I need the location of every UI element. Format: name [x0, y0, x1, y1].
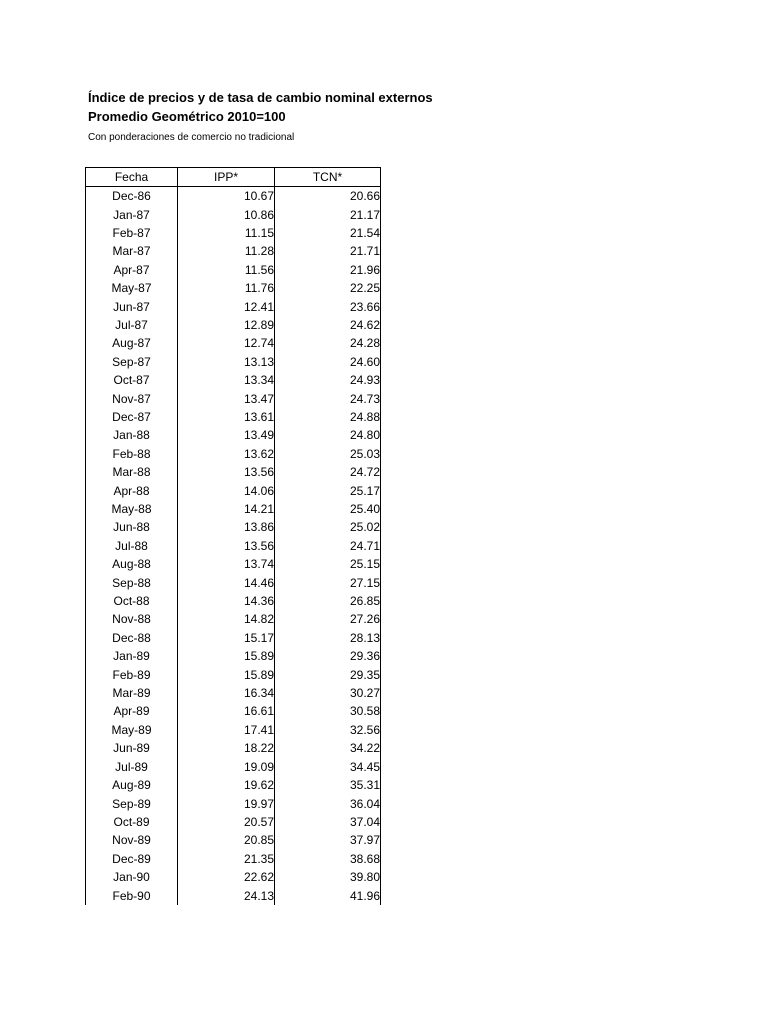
cell-tcn: 24.60 — [275, 353, 381, 371]
table-row — [86, 813, 381, 831]
cell-tcn: 20.66 — [275, 187, 381, 206]
table-row — [86, 390, 381, 408]
table-row — [86, 408, 381, 426]
cell-fecha: Aug-89 — [86, 776, 178, 794]
cell-fecha: Jul-87 — [86, 316, 178, 334]
cell-ipp: 11.28 — [178, 243, 275, 261]
cell-fecha: Jul-89 — [86, 758, 178, 776]
table-row — [86, 261, 381, 279]
cell-tcn: 41.96 — [275, 887, 381, 905]
cell-tcn: 25.02 — [275, 519, 381, 537]
table-row — [86, 206, 381, 224]
cell-ipp: 13.74 — [178, 556, 275, 574]
table-row — [86, 887, 381, 905]
cell-ipp: 20.57 — [178, 813, 275, 831]
cell-tcn: 25.03 — [275, 445, 381, 463]
cell-ipp: 14.06 — [178, 482, 275, 500]
header-fecha: Fecha — [86, 168, 178, 187]
cell-ipp: 13.86 — [178, 519, 275, 537]
cell-fecha: Aug-87 — [86, 335, 178, 353]
cell-tcn: 24.71 — [275, 537, 381, 555]
cell-tcn: 21.71 — [275, 243, 381, 261]
table-row — [86, 371, 381, 389]
cell-tcn: 21.54 — [275, 224, 381, 242]
cell-tcn: 24.73 — [275, 390, 381, 408]
cell-ipp: 13.56 — [178, 537, 275, 555]
document-note: Con ponderaciones de comercio no tradicional — [88, 132, 295, 143]
cell-ipp: 17.41 — [178, 721, 275, 739]
cell-tcn: 37.04 — [275, 813, 381, 831]
cell-fecha: Jan-88 — [86, 427, 178, 445]
cell-fecha: Dec-88 — [86, 629, 178, 647]
cell-ipp: 13.13 — [178, 353, 275, 371]
cell-ipp: 13.62 — [178, 445, 275, 463]
cell-fecha: Sep-89 — [86, 795, 178, 813]
cell-fecha: May-88 — [86, 500, 178, 518]
cell-ipp: 19.62 — [178, 776, 275, 794]
cell-fecha: Dec-87 — [86, 408, 178, 426]
table-row — [86, 353, 381, 371]
cell-ipp: 11.76 — [178, 279, 275, 297]
cell-tcn: 35.31 — [275, 776, 381, 794]
table-row — [86, 243, 381, 261]
cell-ipp: 16.34 — [178, 684, 275, 702]
cell-ipp: 12.89 — [178, 316, 275, 334]
table-row — [86, 832, 381, 850]
table-row — [86, 500, 381, 518]
cell-fecha: Apr-87 — [86, 261, 178, 279]
cell-tcn: 27.15 — [275, 574, 381, 592]
cell-ipp: 10.67 — [178, 187, 275, 206]
table-row — [86, 224, 381, 242]
table-row — [86, 537, 381, 555]
cell-ipp: 14.82 — [178, 611, 275, 629]
cell-ipp: 13.34 — [178, 371, 275, 389]
cell-tcn: 24.80 — [275, 427, 381, 445]
cell-tcn: 37.97 — [275, 832, 381, 850]
cell-fecha: Jul-88 — [86, 537, 178, 555]
cell-tcn: 24.72 — [275, 464, 381, 482]
cell-ipp: 14.36 — [178, 592, 275, 610]
table-row — [86, 611, 381, 629]
cell-tcn: 29.36 — [275, 648, 381, 666]
table-row — [86, 556, 381, 574]
cell-fecha: Mar-87 — [86, 243, 178, 261]
cell-tcn: 25.15 — [275, 556, 381, 574]
cell-tcn: 25.40 — [275, 500, 381, 518]
cell-fecha: Feb-90 — [86, 887, 178, 905]
cell-tcn: 23.66 — [275, 298, 381, 316]
cell-tcn: 21.17 — [275, 206, 381, 224]
cell-ipp: 13.49 — [178, 427, 275, 445]
cell-ipp: 22.62 — [178, 868, 275, 886]
table-row — [86, 868, 381, 886]
cell-fecha: Oct-87 — [86, 371, 178, 389]
cell-fecha: Nov-88 — [86, 611, 178, 629]
table-row — [86, 648, 381, 666]
cell-ipp: 19.97 — [178, 795, 275, 813]
cell-ipp: 14.46 — [178, 574, 275, 592]
table-row — [86, 758, 381, 776]
price-exchange-table — [85, 167, 381, 905]
table-header — [86, 168, 381, 187]
table-row — [86, 464, 381, 482]
cell-fecha: May-89 — [86, 721, 178, 739]
cell-fecha: Jan-90 — [86, 868, 178, 886]
cell-tcn: 28.13 — [275, 629, 381, 647]
table-row — [86, 574, 381, 592]
header-tcn: TCN* — [275, 168, 381, 187]
cell-fecha: Feb-89 — [86, 666, 178, 684]
cell-ipp: 13.61 — [178, 408, 275, 426]
cell-tcn: 30.58 — [275, 703, 381, 721]
cell-tcn: 24.88 — [275, 408, 381, 426]
cell-tcn: 29.35 — [275, 666, 381, 684]
cell-ipp: 19.09 — [178, 758, 275, 776]
cell-fecha: Apr-89 — [86, 703, 178, 721]
cell-ipp: 21.35 — [178, 850, 275, 868]
cell-tcn: 22.25 — [275, 279, 381, 297]
cell-ipp: 24.13 — [178, 887, 275, 905]
cell-ipp: 20.85 — [178, 832, 275, 850]
cell-tcn: 34.45 — [275, 758, 381, 776]
cell-tcn: 24.62 — [275, 316, 381, 334]
table-row — [86, 684, 381, 702]
table-row — [86, 427, 381, 445]
cell-tcn: 21.96 — [275, 261, 381, 279]
cell-ipp: 13.56 — [178, 464, 275, 482]
table-row — [86, 703, 381, 721]
cell-ipp: 14.21 — [178, 500, 275, 518]
cell-fecha: Feb-87 — [86, 224, 178, 242]
cell-fecha: Jun-87 — [86, 298, 178, 316]
cell-tcn: 27.26 — [275, 611, 381, 629]
cell-fecha: Dec-89 — [86, 850, 178, 868]
cell-tcn: 38.68 — [275, 850, 381, 868]
table-row — [86, 592, 381, 610]
cell-ipp: 12.74 — [178, 335, 275, 353]
cell-fecha: Dec-86 — [86, 187, 178, 206]
table-row — [86, 776, 381, 794]
cell-fecha: Jun-89 — [86, 740, 178, 758]
cell-tcn: 26.85 — [275, 592, 381, 610]
cell-ipp: 12.41 — [178, 298, 275, 316]
cell-tcn: 24.28 — [275, 335, 381, 353]
cell-tcn: 36.04 — [275, 795, 381, 813]
document-subtitle-base: Promedio Geométrico 2010=100 — [88, 109, 286, 124]
cell-ipp: 15.89 — [178, 666, 275, 684]
cell-ipp: 10.86 — [178, 206, 275, 224]
cell-fecha: Jun-88 — [86, 519, 178, 537]
cell-ipp: 15.17 — [178, 629, 275, 647]
cell-fecha: May-87 — [86, 279, 178, 297]
header-ipp: IPP* — [178, 168, 275, 187]
table-row — [86, 629, 381, 647]
cell-fecha: Nov-89 — [86, 832, 178, 850]
cell-tcn: 34.22 — [275, 740, 381, 758]
table-row — [86, 335, 381, 353]
cell-fecha: Mar-88 — [86, 464, 178, 482]
cell-tcn: 25.17 — [275, 482, 381, 500]
cell-fecha: Jan-87 — [86, 206, 178, 224]
cell-tcn: 24.93 — [275, 371, 381, 389]
cell-fecha: Mar-89 — [86, 684, 178, 702]
cell-fecha: Nov-87 — [86, 390, 178, 408]
cell-tcn: 39.80 — [275, 868, 381, 886]
table-row — [86, 519, 381, 537]
cell-fecha: Oct-88 — [86, 592, 178, 610]
table-row — [86, 666, 381, 684]
table-row — [86, 187, 381, 206]
table-row — [86, 795, 381, 813]
cell-fecha: Sep-88 — [86, 574, 178, 592]
cell-tcn: 32.56 — [275, 721, 381, 739]
cell-fecha: Aug-88 — [86, 556, 178, 574]
cell-ipp: 13.47 — [178, 390, 275, 408]
table-row — [86, 740, 381, 758]
cell-ipp: 11.15 — [178, 224, 275, 242]
cell-tcn: 30.27 — [275, 684, 381, 702]
cell-fecha: Apr-88 — [86, 482, 178, 500]
table-row — [86, 279, 381, 297]
table-row — [86, 721, 381, 739]
table-row — [86, 298, 381, 316]
document-title: Índice de precios y de tasa de cambio nominal externos — [88, 90, 433, 105]
cell-fecha: Oct-89 — [86, 813, 178, 831]
cell-fecha: Sep-87 — [86, 353, 178, 371]
cell-ipp: 18.22 — [178, 740, 275, 758]
cell-ipp: 16.61 — [178, 703, 275, 721]
table-body — [86, 187, 381, 905]
table-row — [86, 445, 381, 463]
cell-ipp: 11.56 — [178, 261, 275, 279]
cell-fecha: Feb-88 — [86, 445, 178, 463]
table-row — [86, 850, 381, 868]
table-row — [86, 482, 381, 500]
header-row — [86, 168, 381, 187]
table-row — [86, 316, 381, 334]
cell-ipp: 15.89 — [178, 648, 275, 666]
cell-fecha: Jan-89 — [86, 648, 178, 666]
